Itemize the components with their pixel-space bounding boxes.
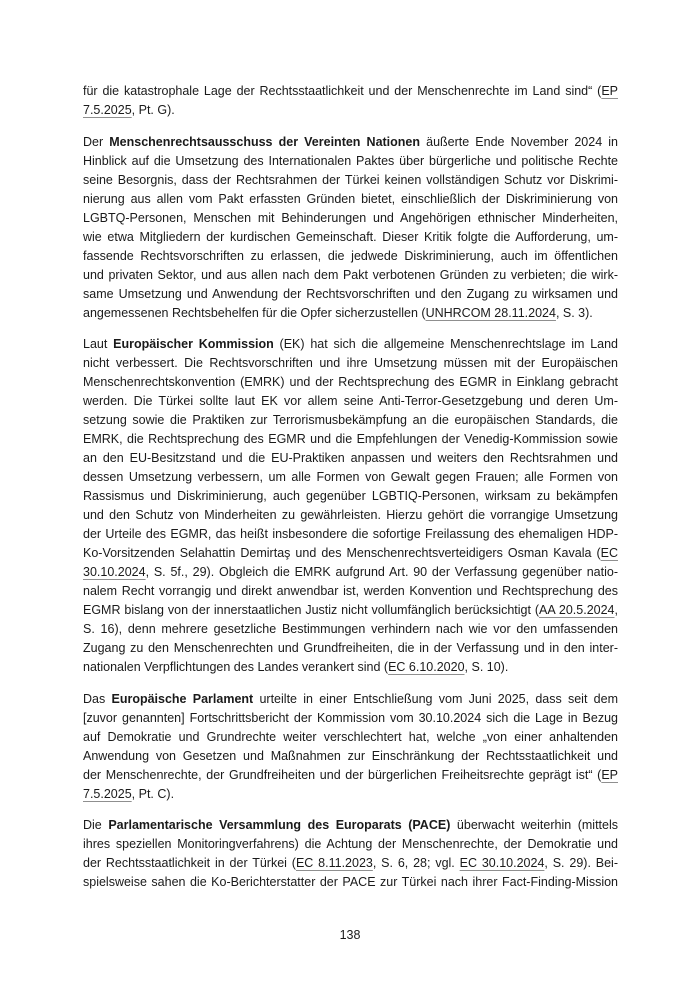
- bold-text-run: Parlamentarische Versammlung des Europarats (PACE): [108, 818, 451, 832]
- text-line: [83, 601, 618, 620]
- paragraph-2: [83, 133, 618, 323]
- citation-link[interactable]: 7.5.2025: [83, 103, 132, 117]
- text-line: [83, 709, 618, 728]
- bold-text-run: Europäische Parlament: [111, 691, 254, 706]
- text-run: (EK) hat sich die allgemeine Menschenrechtslage im Land: [273, 337, 618, 351]
- text-line: [83, 82, 618, 101]
- paragraph-1: [83, 82, 618, 120]
- text-line: [83, 285, 618, 304]
- text-run: für die katastrophale Lage der Rechtsstaatlichkeit und der Menschenrechte im Land sind“ (: [83, 84, 602, 98]
- text-line: [83, 639, 618, 658]
- text-run: und den Schutz von Minderheiten zu gewährleisten. Hierzu gehört die vorrangige Umsetzung: [83, 508, 618, 522]
- text-line: [83, 266, 618, 285]
- text-run: , Pt. G).: [131, 103, 175, 117]
- text-line: [83, 785, 618, 804]
- text-run: urteilte in einer Entschließung vom Juni 2025, dass seit dem: [253, 691, 618, 706]
- text-line: [83, 247, 618, 266]
- text-run: Menschenrechtskonvention (EMRK) und der Rechtsprechung des EGMR in Einklang gebracht: [83, 375, 618, 389]
- text-run: Der: [83, 134, 110, 149]
- text-run: EMRK, die Rechtsprechung des EGMR und die Empfehlungen der Venedig-Kommission sowie: [83, 432, 618, 446]
- text-line: [83, 658, 618, 677]
- text-run: , S. 10).: [464, 660, 509, 674]
- text-line: [83, 304, 618, 323]
- text-line: [83, 101, 618, 120]
- text-line: [83, 392, 618, 411]
- text-run: nationalen Verpflichtungen des Landes verankert sind (: [83, 660, 389, 674]
- citation-link[interactable]: EC 30.10.2024: [459, 856, 545, 870]
- text-run: wie etwa Mitgliedern der kurdischen Gemeinschaft. Dieser Kritik folgte die Aufforderung, um-: [83, 229, 618, 244]
- text-line: [83, 228, 618, 247]
- text-run: überwacht weiterhin (mittels: [450, 818, 618, 832]
- page-number: 138: [339, 928, 361, 942]
- text-line: [83, 854, 618, 873]
- text-run: setzung sowie die Praktiken zur Terrorismusbekämpfung an die europäischen Standards, die: [83, 413, 618, 427]
- citation-link[interactable]: EC 6.10.2020: [388, 660, 465, 674]
- text-run: seine Besorgnis, dass der Rechtsrahmen der Türkei keinen vollständigen Schutz vor Diskrimi-: [83, 172, 618, 187]
- text-run: ,: [614, 603, 618, 617]
- text-run: ihres speziellen Monitoringverfahrens) die Achtung der Menschenrechte, der Demokratie und: [83, 837, 618, 851]
- citation-link[interactable]: EC 8.11.2023: [295, 856, 373, 870]
- text-line: [83, 728, 618, 747]
- citation-link[interactable]: EP: [601, 767, 618, 782]
- text-line: [83, 544, 618, 563]
- citation-link[interactable]: 30.10.2024: [83, 565, 146, 579]
- text-run: LGBTQ-Personen, Menschen mit Behinderungen und Angehörigen ethnischer Minderheiten,: [83, 210, 618, 225]
- text-line: [83, 525, 618, 544]
- text-line: [83, 766, 618, 785]
- paragraph-5: [83, 816, 618, 892]
- text-line: [83, 835, 618, 854]
- document-body: [83, 82, 618, 905]
- text-run: , S. 6, 28; vgl.: [372, 856, 460, 870]
- text-run: der Menschenrechte, der Grundfreiheiten und der bürgerlichen Freiheitsrechte geprägt ist“ (: [83, 767, 602, 782]
- text-run: an den EU-Besitzstand und die EU-Praktiken anpassen und weiters den Rechtsrahmen und: [83, 451, 618, 465]
- text-run: dessen Umsetzung verbessern, um alle Formen von Gewalt gegen Frauen; alle Formen von: [83, 470, 618, 484]
- text-run: Anwendung von Gesetzen und Maßnahmen zur Einschränkung der Rechtsstaatlichkeit und: [83, 748, 618, 763]
- text-run: spielsweise sahen die Ko-Berichterstatter der PACE zur Türkei nach ihrer Fact-Finding-Mission: [83, 875, 618, 889]
- text-run: same Umsetzung und Anwendung der Rechtsvorschriften und den Zugang zu wirksamen und: [83, 286, 618, 301]
- text-run: Rassismus und Diskriminierung, auch gegenüber LGBTIQ-Personen, wirksam zu bekämpfen: [83, 489, 618, 503]
- text-line: [83, 430, 618, 449]
- text-line: [83, 171, 618, 190]
- text-line: [83, 335, 618, 354]
- text-run: fassende Rechtsvorschriften zu erlassen, die jedwede Diskriminierung, auch im öffentlichen: [83, 248, 618, 263]
- text-run: und privaten Sektor, und aus allen nach dem Pakt verbotenen Gründen zu verbieten; die wirk-: [83, 267, 618, 282]
- text-run: der Urteile des EGMR, das heißt insbesondere die sofortige Freilassung des ehemaligen HDP-: [83, 527, 618, 541]
- text-run: nicht verbessert. Die Rechtsvorschriften und ihre Umsetzung müssen mit der Europäischen: [83, 356, 618, 370]
- citation-link[interactable]: EC: [600, 546, 618, 560]
- text-run: Ko-Vorsitzenden Selahattin Demirtaş und des Menschenrechtsverteidigers Osman Kavala (: [83, 546, 601, 560]
- text-run: Zugang zu den Menschenrechten und Grundfreiheiten, die in der Verfassung und in den inter-: [83, 641, 618, 655]
- text-line: [83, 506, 618, 525]
- text-run: Das: [83, 691, 112, 706]
- paragraph-4: [83, 690, 618, 804]
- text-line: [83, 563, 618, 582]
- bold-text-run: Menschenrechtsausschuss der Vereinten Nationen: [109, 134, 421, 149]
- text-line: [83, 190, 618, 209]
- text-line: [83, 873, 618, 892]
- text-run: Die: [83, 818, 109, 832]
- text-line: [83, 411, 618, 430]
- text-run: nierung aus allen vom Pakt erfassten Gründen bietet, einschließlich der Diskriminierung von: [83, 191, 618, 206]
- text-line: [83, 468, 618, 487]
- text-run: S. 16), denn mehrere gesetzliche Bestimmungen verhindern nach wie vor den umfassenden: [83, 622, 618, 636]
- text-run: Hinblick auf die Umsetzung des Internationalen Paktes über bürgerliche und politische Rechte: [83, 153, 618, 168]
- text-line: [83, 209, 618, 228]
- text-run: auf Demokratie und Grundrechte weiter verschlechtert hat, welche „von einer anhaltenden: [83, 729, 618, 744]
- text-line: [83, 354, 618, 373]
- paragraph-3: [83, 335, 618, 677]
- text-run: , Pt. C).: [131, 786, 175, 801]
- text-line: [83, 133, 618, 152]
- text-run: EGMR bislang von der innerstaatlichen Justiz nicht vollumfänglich berücksichtigt (: [83, 603, 540, 617]
- citation-link[interactable]: 7.5.2025: [83, 786, 132, 801]
- text-line: [83, 152, 618, 171]
- text-run: angemessenen Rechtsbehelfen für die Opfer sicherzustellen (: [83, 305, 426, 320]
- bold-text-run: Europäischer Kommission: [113, 337, 274, 351]
- text-line: [83, 582, 618, 601]
- text-run: Laut: [83, 337, 114, 351]
- text-run: [zuvor genannten] Fortschrittsbericht der Kommission vom 30.10.2024 sich die Lage in Bezug: [83, 710, 618, 725]
- citation-link[interactable]: UNHRCOM 28.11.2024: [425, 305, 556, 320]
- text-line: [83, 690, 618, 709]
- text-line: [83, 487, 618, 506]
- citation-link[interactable]: AA 20.5.2024: [539, 603, 615, 617]
- text-run: äußerte Ende November 2024 in: [420, 134, 618, 149]
- text-run: , S. 5f., 29). Obgleich die EMRK aufgrund Art. 90 der Verfassung gegenüber natio-: [145, 565, 618, 579]
- text-run: werden. Die Türkei sollte laut EK vor allem seine Anti-Terror-Gesetzgebung und deren Um-: [83, 394, 618, 408]
- text-line: [83, 747, 618, 766]
- text-run: nalem Recht vorrangig und direkt anwendbar ist, werden Konvention und Rechtsprechung des: [83, 584, 618, 598]
- text-line: [83, 620, 618, 639]
- text-line: [83, 449, 618, 468]
- text-run: , S. 3).: [555, 305, 593, 320]
- text-run: , S. 29). Bei-: [544, 856, 618, 870]
- text-line: [83, 816, 618, 835]
- text-run: der Rechtsstaatlichkeit in der Türkei (: [83, 856, 296, 870]
- text-line: [83, 373, 618, 392]
- citation-link[interactable]: EP: [601, 84, 618, 98]
